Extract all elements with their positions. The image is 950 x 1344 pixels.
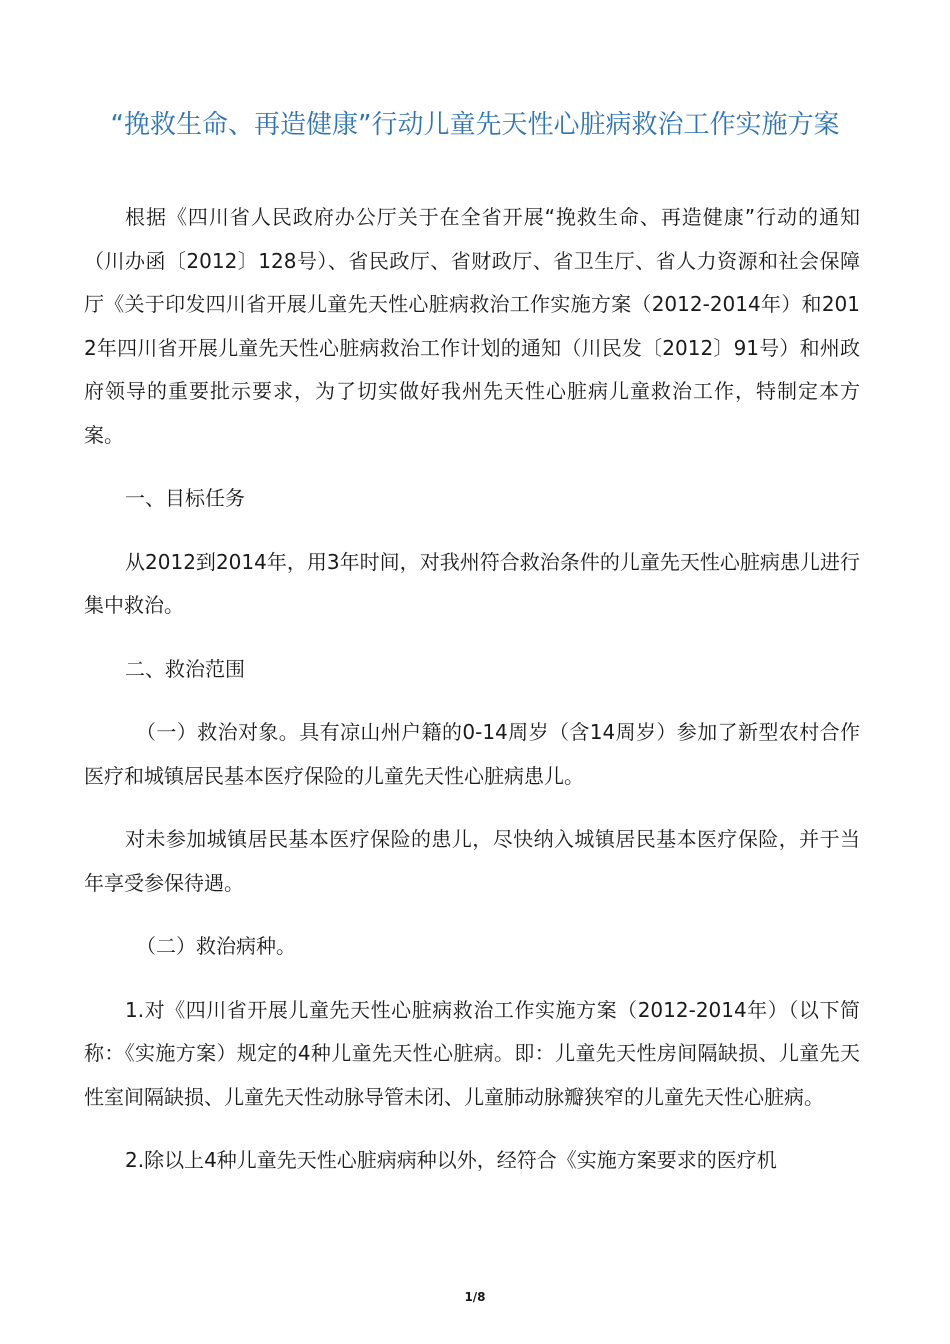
intro-paragraph: 根据《四川省人民政府办公厅关于在全省开展“挽救生命、再造健康”行动的通知（川办函〔2012〕128号）、省民政厅、省财政厅、省卫生厅、省人力资源和社会保障厅《关于印发四川省开展儿童先天性心脏病救治工作实施方案（2012-2014年）和2012年四川省开展儿童先天性心脏病救治工作计划的通知（川民发〔2012〕91号）和州政府领导的重要批示要求，为了切实做好我州先天性心脏病儿童救治工作，特制定本方案。 (84, 205, 860, 447)
disease-types-heading: （二）救治病种。 (136, 934, 296, 958)
other-diseases-paragraph: 2.除以上4种儿童先天性心脏病病种以外，经符合《实施方案要求的医疗机 (125, 1148, 777, 1172)
uninsured-paragraph: 对未参加城镇居民基本医疗保险的患儿，尽快纳入城镇居民基本医疗保险，并于当年享受参保待遇。 (84, 827, 860, 895)
disease-list-paragraph: 1.对《四川省开展儿童先天性心脏病救治工作实施方案（2012-2014年）（以下简称：《实施方案）规定的4种儿童先天性心脏病。即：儿童先天性房间隔缺损、儿童先天性室间隔缺损、儿童先天性动脉导管未闭、儿童肺动脉瓣狭窄的儿童先天性心脏病。 (84, 997, 860, 1109)
scope-targets-paragraph: （一）救治对象。具有凉山州户籍的0-14周岁（含14周岁）参加了新型农村合作医疗和城镇居民基本医疗保险的儿童先天性心脏病患儿。 (84, 720, 860, 788)
section-heading-scope: 二、救治范围 (125, 656, 245, 681)
goals-paragraph: 从2012到2014年，用3年时间，对我州符合救治条件的儿童先天性心脏病患儿进行集中救治。 (84, 549, 860, 617)
document-body (84, 196, 860, 1183)
page-number: 1/8 (464, 1290, 486, 1304)
document-title: “挽救生命、再造健康”行动儿童先天性心脏病救治工作实施方案 (110, 110, 840, 140)
section-heading-goals: 一、目标任务 (125, 486, 245, 510)
